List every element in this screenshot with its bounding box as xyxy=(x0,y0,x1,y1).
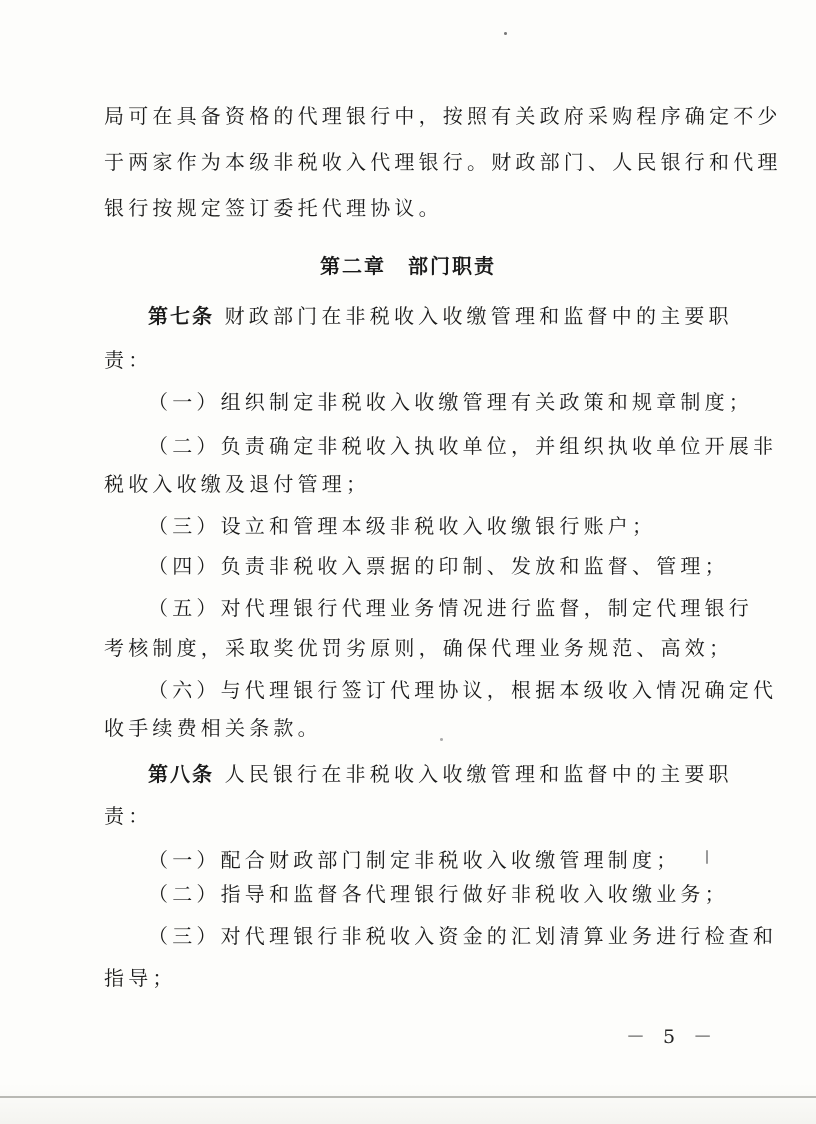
article-7-text-cont: 责： xyxy=(104,348,153,372)
article-7-item-3: （三）设立和管理本级非税收入收缴银行账户； xyxy=(148,514,657,538)
article-8-text: 人民银行在非税收入收缴管理和监督中的主要职 xyxy=(224,762,733,786)
article-7-text: 财政部门在非税收入收缴管理和监督中的主要职 xyxy=(224,304,733,328)
article-7-item-5-cont: 考核制度，采取奖优罚劣原则，确保代理业务规范、高效； xyxy=(104,636,734,660)
chapter-title: 部门职责 xyxy=(408,254,496,278)
article-7-item-1: （一）组织制定非税收入收缴管理有关政策和规章制度； xyxy=(148,390,753,414)
article-7-item-4: （四）负责非税收入票据的印制、发放和监督、管理； xyxy=(148,554,729,578)
scan-bottom-edge xyxy=(0,1084,816,1124)
article-7-item-2-cont: 税收入收缴及退付管理； xyxy=(104,472,371,496)
chapter-number: 第二章 xyxy=(320,254,386,278)
article-7-item-6: （六）与代理银行签订代理协议，根据本级收入情况确定代 xyxy=(148,678,778,702)
scan-speck xyxy=(440,738,443,741)
article-8-heading xyxy=(148,760,748,788)
page-number: － 5 － xyxy=(626,1026,719,1048)
article-8-item-3-cont: 指导； xyxy=(104,966,177,990)
body-line-1: 局可在具备资格的代理银行中，按照有关政府采购程序确定不少 xyxy=(104,104,782,128)
article-7-item-6-cont: 收手续费相关条款。 xyxy=(104,716,322,740)
article-8-item-2: （二）指导和监督各代理银行做好非税收入收缴业务； xyxy=(148,882,729,906)
article-8-item-3: （三）对代理银行非税收入资金的汇划清算业务进行检查和 xyxy=(148,924,778,948)
article-7-item-5: （五）对代理银行代理业务情况进行监督，制定代理银行 xyxy=(148,596,753,620)
body-line-2: 于两家作为本级非税收入代理银行。财政部门、人民银行和代理 xyxy=(104,150,782,174)
scan-speck xyxy=(504,32,507,35)
scan-bottom-line xyxy=(0,1096,816,1098)
article-8-label: 第八条 xyxy=(148,762,214,786)
body-line-3: 银行按规定签订委托代理协议。 xyxy=(104,196,443,220)
chapter-heading xyxy=(0,252,816,280)
article-7-item-2: （二）负责确定非税收入执收单位，并组织执收单位开展非 xyxy=(148,434,778,458)
scan-speck xyxy=(706,850,708,864)
article-7-label: 第七条 xyxy=(148,304,214,328)
article-8-text-cont: 责： xyxy=(104,804,153,828)
article-7-heading xyxy=(148,302,748,330)
article-8-item-1: （一）配合财政部门制定非税收入收缴管理制度； xyxy=(148,848,681,872)
